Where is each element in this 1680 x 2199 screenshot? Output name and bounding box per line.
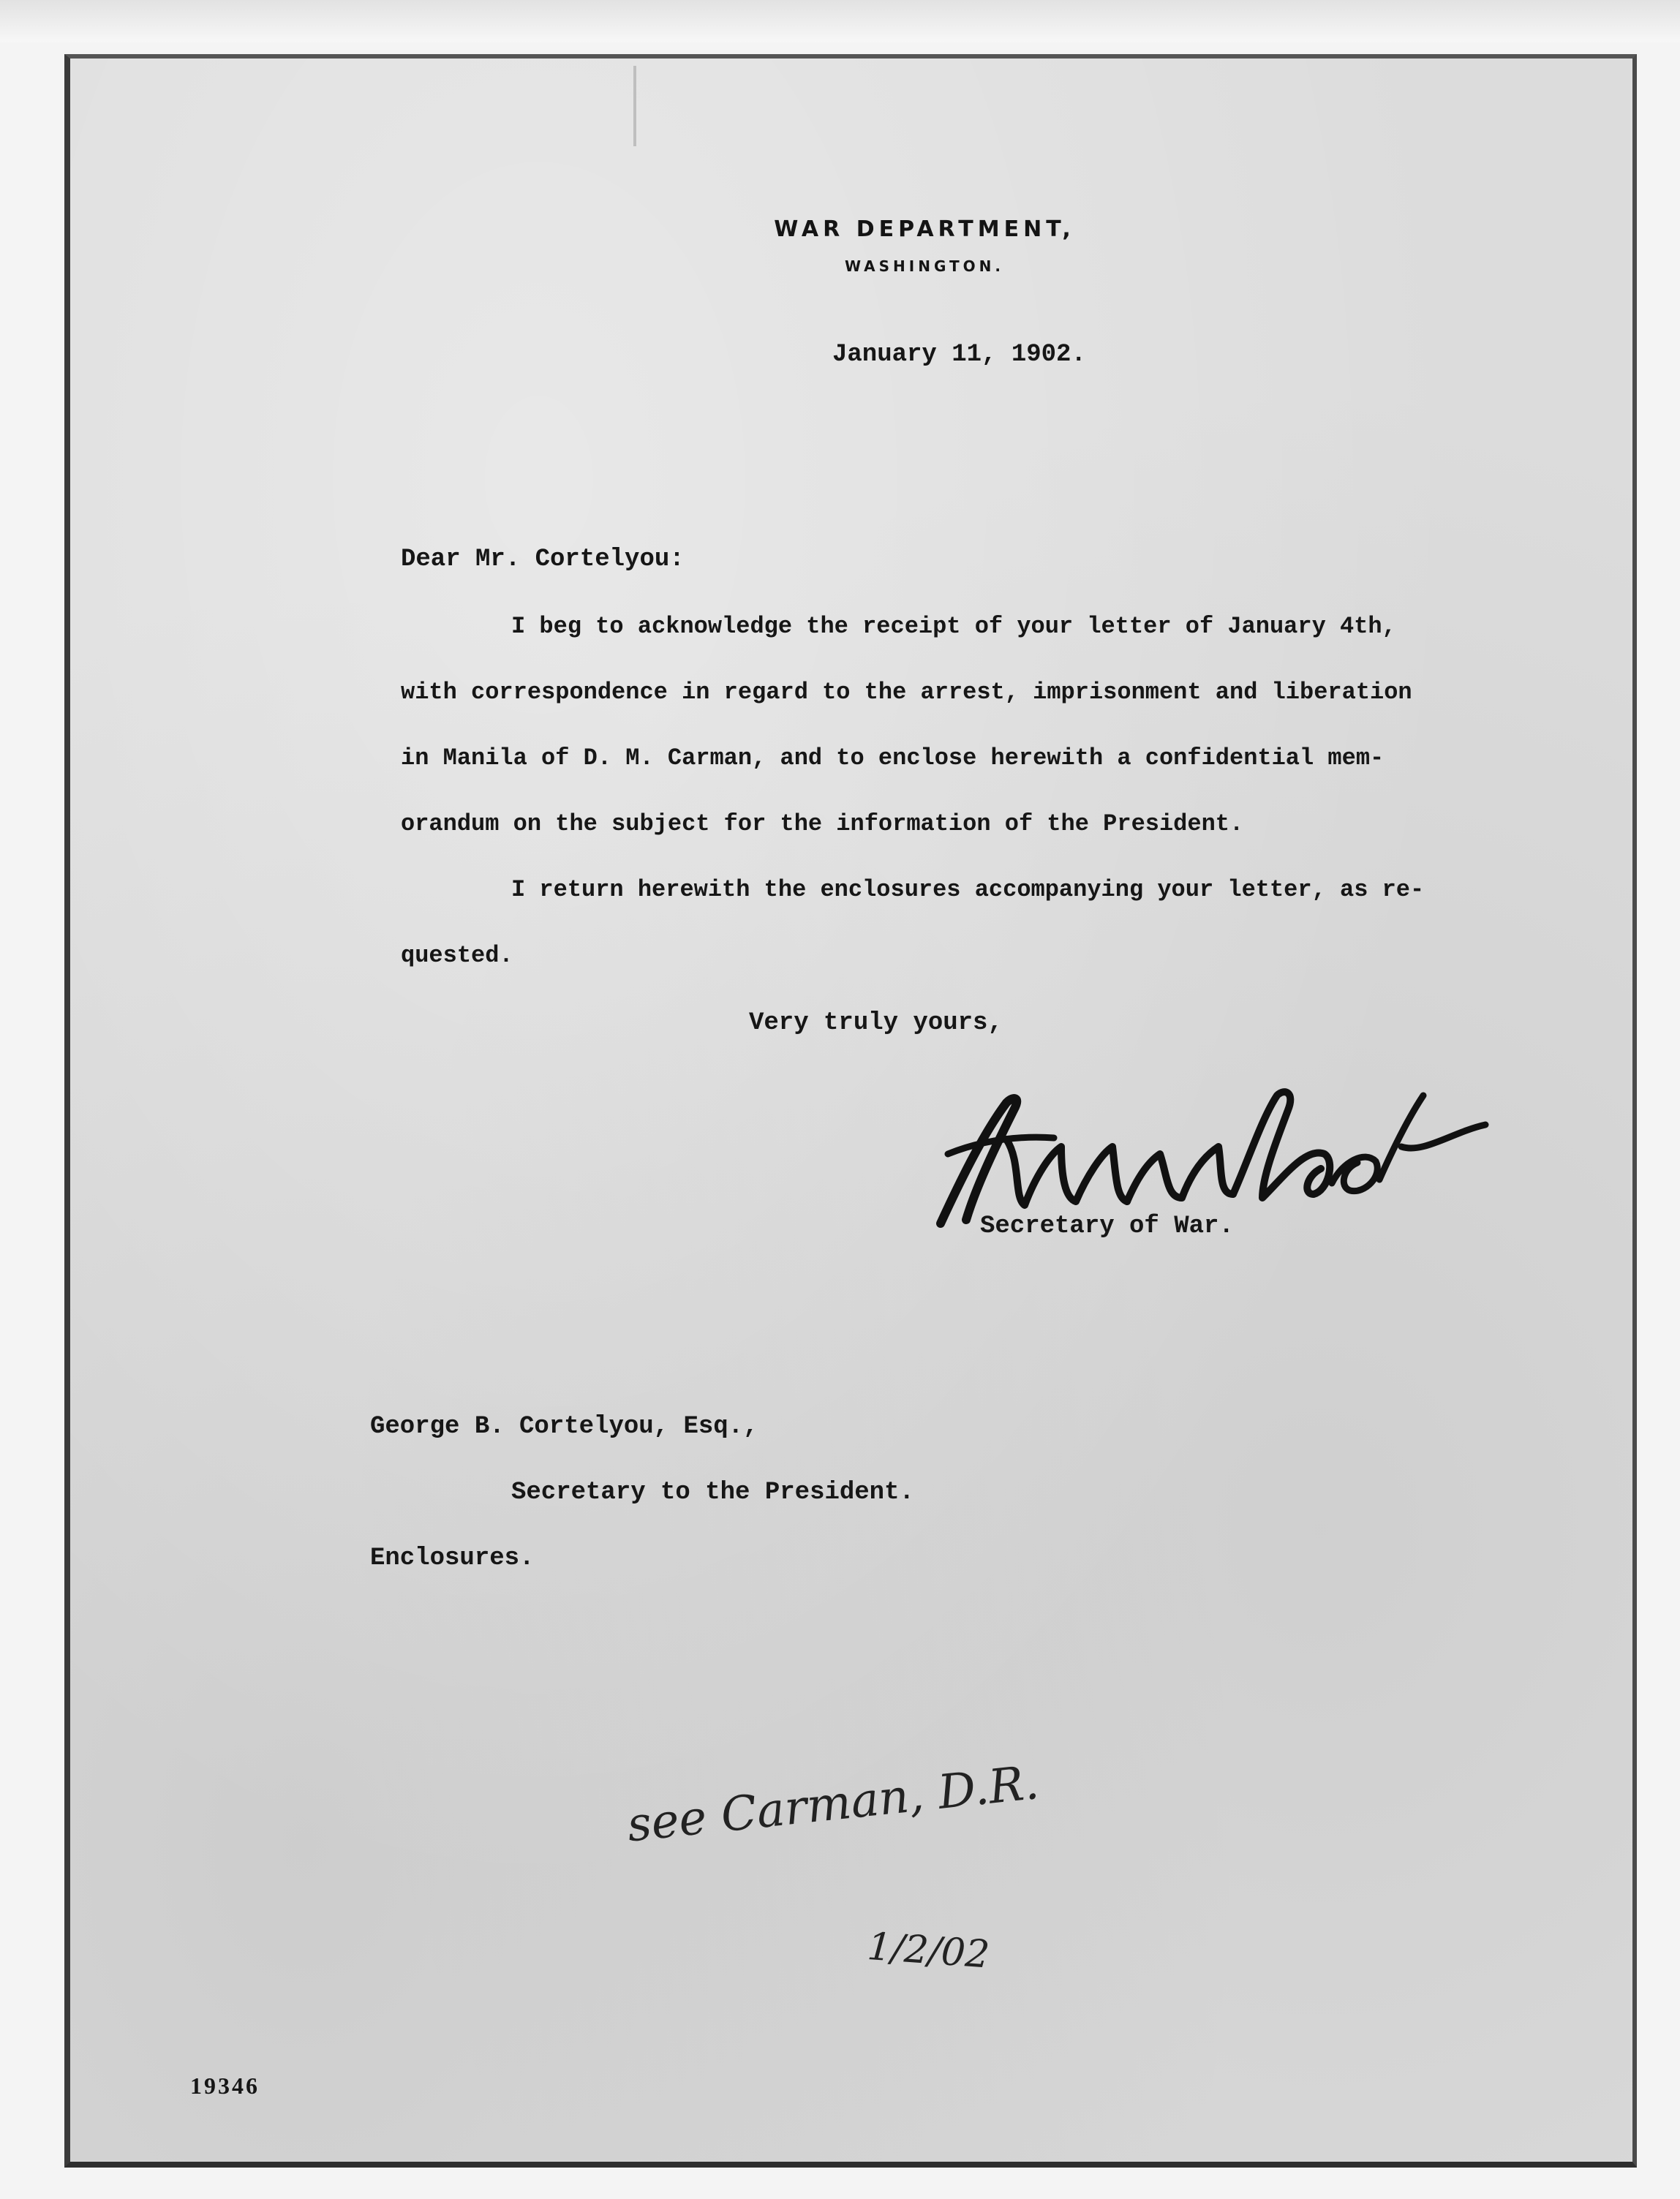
handwritten-note: see Carman, D.R. xyxy=(625,1755,1041,1853)
letterhead-department: WAR DEPARTMENT, xyxy=(774,216,1075,242)
body-line-2: with correspondence in regard to the arrest, imprisonment and liberation xyxy=(401,679,1412,706)
file-number: 19346 xyxy=(190,2072,260,2099)
body-line-1: I beg to acknowledge the receipt of your letter of January 4th, xyxy=(511,613,1396,640)
paper-fold-mark xyxy=(633,66,636,146)
body-line-4: orandum on the subject for the information of the President. xyxy=(401,810,1244,837)
scan-top-edge xyxy=(0,0,1680,42)
letterhead-city: WASHINGTON. xyxy=(844,257,1004,275)
salutation: Dear Mr. Cortelyou: xyxy=(401,546,685,573)
handwritten-date: 1/2/02 xyxy=(865,1925,991,1977)
enclosures-note: Enclosures. xyxy=(370,1544,535,1572)
body-line-3: in Manila of D. M. Carman, and to enclose herewith a confidential mem- xyxy=(401,744,1385,772)
recipient-name: George B. Cortelyou, Esq., xyxy=(370,1413,758,1441)
letter-date: January 11, 1902. xyxy=(832,341,1086,369)
body-line-6: quested. xyxy=(401,942,513,969)
signer-title: Secretary of War. xyxy=(980,1212,1234,1240)
body-line-5: I return herewith the enclosures accompanying your letter, as re- xyxy=(511,876,1425,903)
recipient-title: Secretary to the President. xyxy=(511,1479,914,1506)
closing: Very truly yours, xyxy=(749,1009,1003,1037)
letter-page xyxy=(64,54,1637,2168)
